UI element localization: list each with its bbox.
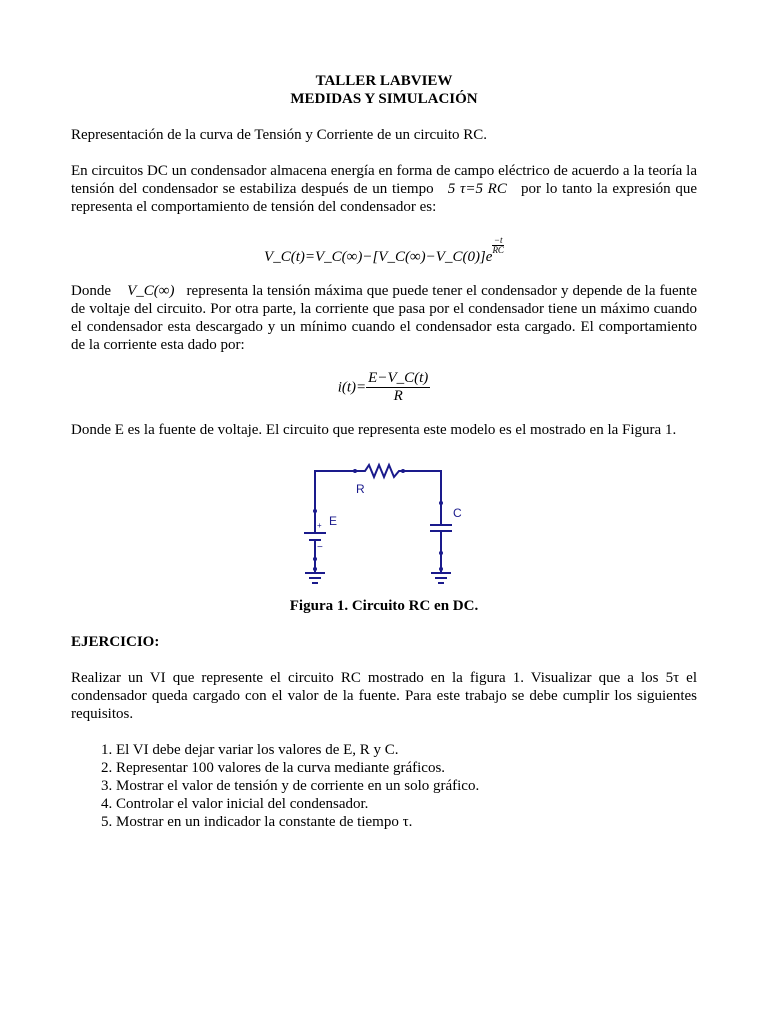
requirements-list (71, 741, 697, 831)
list-item: 2. Representar 100 valores de la curva mediante gráficos. (116, 759, 697, 777)
current-equation-fraction (366, 370, 430, 405)
current-equation-lhs: i(t)= (337, 379, 367, 396)
figure-caption: Figura 1. Circuito RC en DC. (289, 598, 479, 614)
resistor-symbol (355, 465, 403, 477)
voltage-equation-body: V_C(t)=V_C(∞)−[V_C(∞)−V_C(0)]e (264, 249, 493, 265)
voltage-equation (71, 236, 697, 266)
current-equation (71, 370, 697, 405)
paragraph-capacitor-theory (71, 162, 697, 216)
title-line-2: MEDIDAS Y SIMULACIÓN (290, 91, 478, 107)
battery-plus-sign: + (317, 521, 322, 530)
list-item: 3. Mostrar el valor de tensión y de corriente en un solo gráfico. (116, 777, 697, 795)
document-body (71, 72, 697, 831)
paragraph-max-voltage (71, 282, 697, 354)
exercise-paragraph: Realizar un VI que represente el circuito RC mostrado en la figura 1. Visualizar que a los 5τ el condensador queda cargado con el valor de la fuente. Para este trabajo se debe cumplir los siguientes requisitos. (71, 670, 697, 722)
list-item: 5. Mostrar en un indicador la constante de tiempo τ. (116, 813, 697, 831)
circuit-wires (304, 465, 452, 583)
p1-text-b: por lo tanto la expresión que representa el comportamiento de tensión del condensador es: (71, 181, 697, 215)
voltage-equation-exponent: $\frac{-t}{RC}$ (492, 235, 504, 255)
time-constant-formula: 5 τ=5 RC (447, 181, 507, 197)
intro-paragraph: Representación de la curva de Tensión y Corriente de un circuito RC. (71, 127, 488, 143)
title-line-1: TALLER LABVIEW (315, 73, 453, 89)
rc-circuit-diagram (299, 461, 469, 591)
p2-text-a: Donde (71, 283, 111, 299)
vc-infinity-symbol: V_C(∞) (127, 283, 175, 299)
paragraph-figure-reference: Donde E es la fuente de voltaje. El circuito que representa este modelo es el mostrado en la Figura 1. (71, 422, 677, 438)
exercise-heading: EJERCICIO: (71, 634, 160, 650)
list-item: 4. Controlar el valor inicial del condensador. (116, 795, 697, 813)
current-equation-numerator: E−V_C(t) (368, 370, 429, 386)
p1-text-a: En circuitos DC un condensador almacena energía en forma de campo eléctrico de acuerdo a la teoría la tensión del condensador se estabiliza después de un tiempo (71, 163, 697, 197)
list-item: 1. El VI debe dejar variar los valores de E, R y C. (116, 741, 697, 759)
capacitor-label: C (453, 506, 462, 520)
current-equation-denominator: R (393, 388, 403, 404)
source-label: E (329, 514, 338, 528)
resistor-label: R (356, 482, 365, 496)
p2-text-b: representa la tensión máxima que puede tener el condensador y depende de la fuente de voltaje del circuito. Por otra parte, la corriente que pasa por el condensador tiene un máximo cuando el condensador esta descargado y un mínimo cuando el condensador esta cargado. El comportamiento de la corriente esta dado por: (71, 283, 697, 353)
battery-minus-sign: − (317, 542, 323, 553)
